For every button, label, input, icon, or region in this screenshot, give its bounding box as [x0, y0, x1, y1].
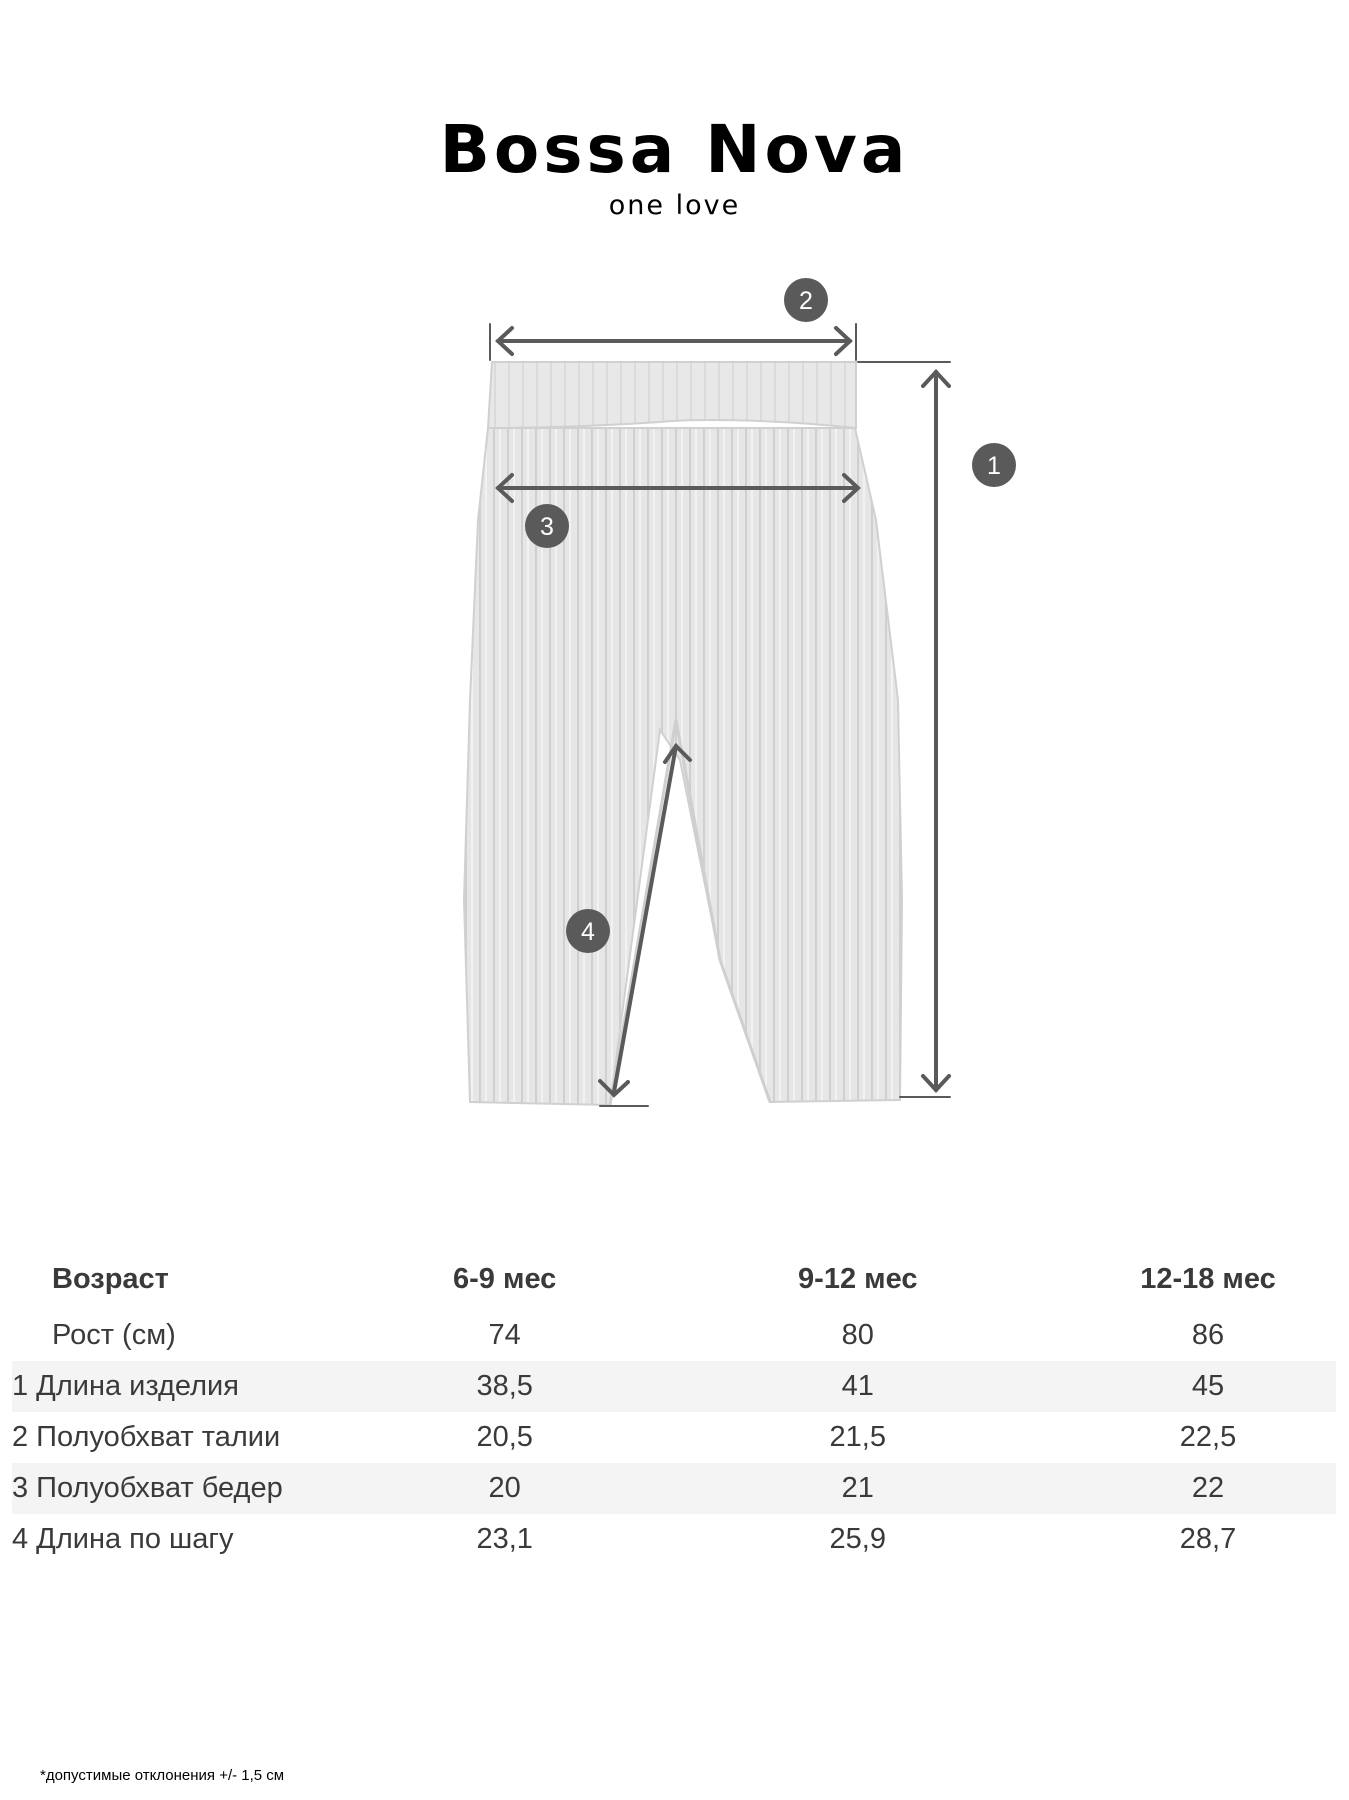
- table-row: [12, 1361, 1336, 1412]
- table-cell: 80: [841, 1319, 874, 1351]
- row-label: 4 Длина по шагу: [12, 1523, 234, 1555]
- row-label: 3 Полуобхват бедер: [12, 1463, 374, 1514]
- table-cell: 22,5: [1179, 1421, 1237, 1453]
- table-row: [12, 1412, 1336, 1463]
- table-cell: 21,5: [829, 1421, 886, 1453]
- marker-3: [525, 504, 569, 548]
- table-cell: 25,9: [829, 1523, 886, 1555]
- size-table: [12, 1248, 1336, 1565]
- table-header-row: [12, 1248, 1336, 1310]
- col-header: 12-18 мес: [1140, 1262, 1276, 1295]
- waist-arrow: [490, 324, 856, 360]
- table-cell: 21: [636, 1463, 1080, 1514]
- table-row: [12, 1463, 1336, 1514]
- marker-2-label: 2: [799, 287, 813, 315]
- marker-2: [784, 278, 828, 322]
- table-cell: 86: [1191, 1319, 1225, 1351]
- table-row: [12, 1514, 1336, 1565]
- pants-waistband: [488, 362, 856, 428]
- table-cell: 38,5: [374, 1361, 636, 1412]
- marker-1: [972, 443, 1016, 487]
- table-cell: 20: [374, 1463, 636, 1514]
- table-cell: 20,5: [476, 1421, 533, 1453]
- marker-4: [566, 909, 610, 953]
- brand-tagline: one love: [608, 190, 741, 221]
- age-header: Возраст: [52, 1262, 169, 1295]
- marker-3-label: 3: [540, 513, 554, 541]
- footnote: *допустимые отклонения +/- 1,5 см: [40, 1767, 285, 1784]
- brand-name: Bossa Nova: [439, 111, 910, 188]
- col-header: 6-9 мес: [453, 1262, 557, 1295]
- marker-4-label: 4: [581, 918, 595, 946]
- col-header: 9-12 мес: [798, 1262, 918, 1295]
- row-label: Рост (см): [52, 1319, 176, 1351]
- row-label: 2 Полуобхват талии: [12, 1421, 281, 1453]
- table-cell: 45: [1080, 1361, 1336, 1412]
- marker-1-label: 1: [987, 452, 1001, 480]
- row-label: 1 Длина изделия: [12, 1361, 374, 1412]
- table-cell: 23,1: [476, 1523, 533, 1555]
- table-cell: 41: [636, 1361, 1080, 1412]
- table-cell: 28,7: [1179, 1523, 1237, 1555]
- table-cell: 74: [488, 1319, 521, 1351]
- table-row: [12, 1310, 1336, 1361]
- table-cell: 22: [1080, 1463, 1336, 1514]
